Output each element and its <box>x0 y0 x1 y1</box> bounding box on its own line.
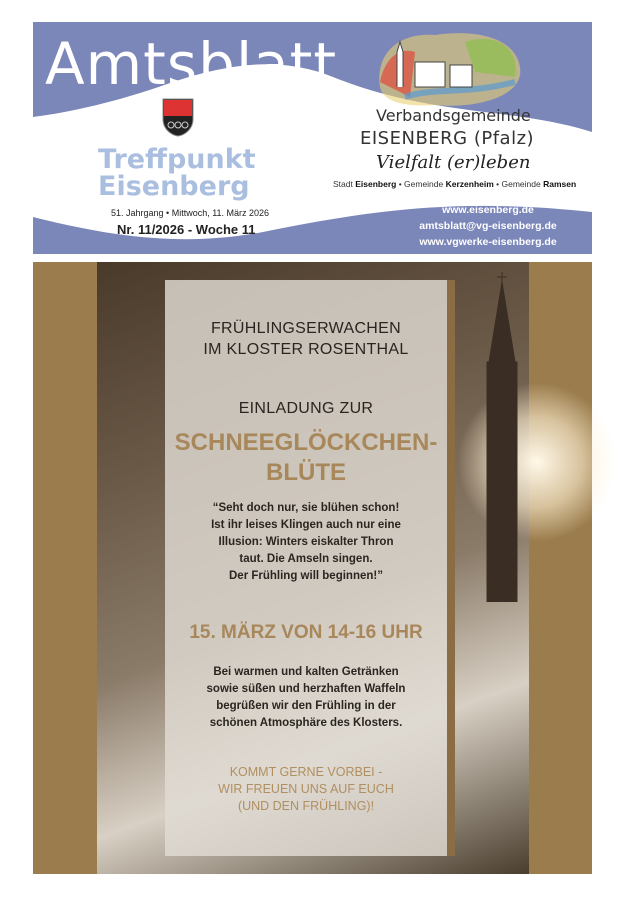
website-link[interactable]: www.eisenberg.de <box>442 204 534 216</box>
masthead <box>33 22 592 254</box>
slogan: Vielfalt (er)leben <box>376 152 531 173</box>
contact-links <box>393 202 583 250</box>
event-title: SCHNEEGLÖCKCHEN- BLÜTE <box>174 429 438 486</box>
heading: FRÜHLINGSERWACHEN IM KLOSTER ROSENTHAL <box>203 320 409 358</box>
vgwerke-link[interactable]: www.vgwerke-eisenberg.de <box>419 236 557 248</box>
poem-quote: “Seht doch nur, sie blühen schon! Ist ihr leises Klingen auch nur eine Illusion: Winters eiskalter Thron taut. Die Amseln singen. Der Frühling will beginnen!” <box>211 502 401 582</box>
event-date: 15. MÄRZ VON 14-16 UHR <box>189 622 423 643</box>
coat-of-arms-icon <box>161 97 195 137</box>
publication-title: Amtsblatt <box>45 30 338 98</box>
invitation-label: EINLADUNG ZUR <box>238 400 374 417</box>
text-panel <box>165 280 455 856</box>
subtitle: Treffpunkt Eisenberg <box>98 144 256 202</box>
church-tower-silhouette <box>477 272 527 602</box>
call-to-action: KOMMT GERNE VORBEI - WIR FREUEN UNS AUF EUCH (UND DEN FRÜHLING)! <box>218 765 394 813</box>
issue-number: Nr. 11/2026 - Woche 11 <box>117 222 256 237</box>
event-poster <box>33 262 592 874</box>
vg-logo-illustration <box>375 27 525 107</box>
email-link[interactable]: amtsblatt@vg-eisenberg.de <box>419 220 557 232</box>
vg-name-line2: EISENBERG (Pfalz) <box>360 128 535 149</box>
edition-info: 51. Jahrgang • Mittwoch, 11. März 2026 <box>111 208 270 218</box>
communities: Stadt Eisenberg • Gemeinde Kerzenheim • Gemeinde Ramsen <box>333 179 577 189</box>
vg-name-line1: Verbandsgemeinde <box>376 106 531 125</box>
event-description: Bei warmen und kalten Getränken sowie süßen und herzhaften Waffeln begrüßen wir den Frühling in der schönen Atmosphäre des Klosters. <box>206 666 406 729</box>
